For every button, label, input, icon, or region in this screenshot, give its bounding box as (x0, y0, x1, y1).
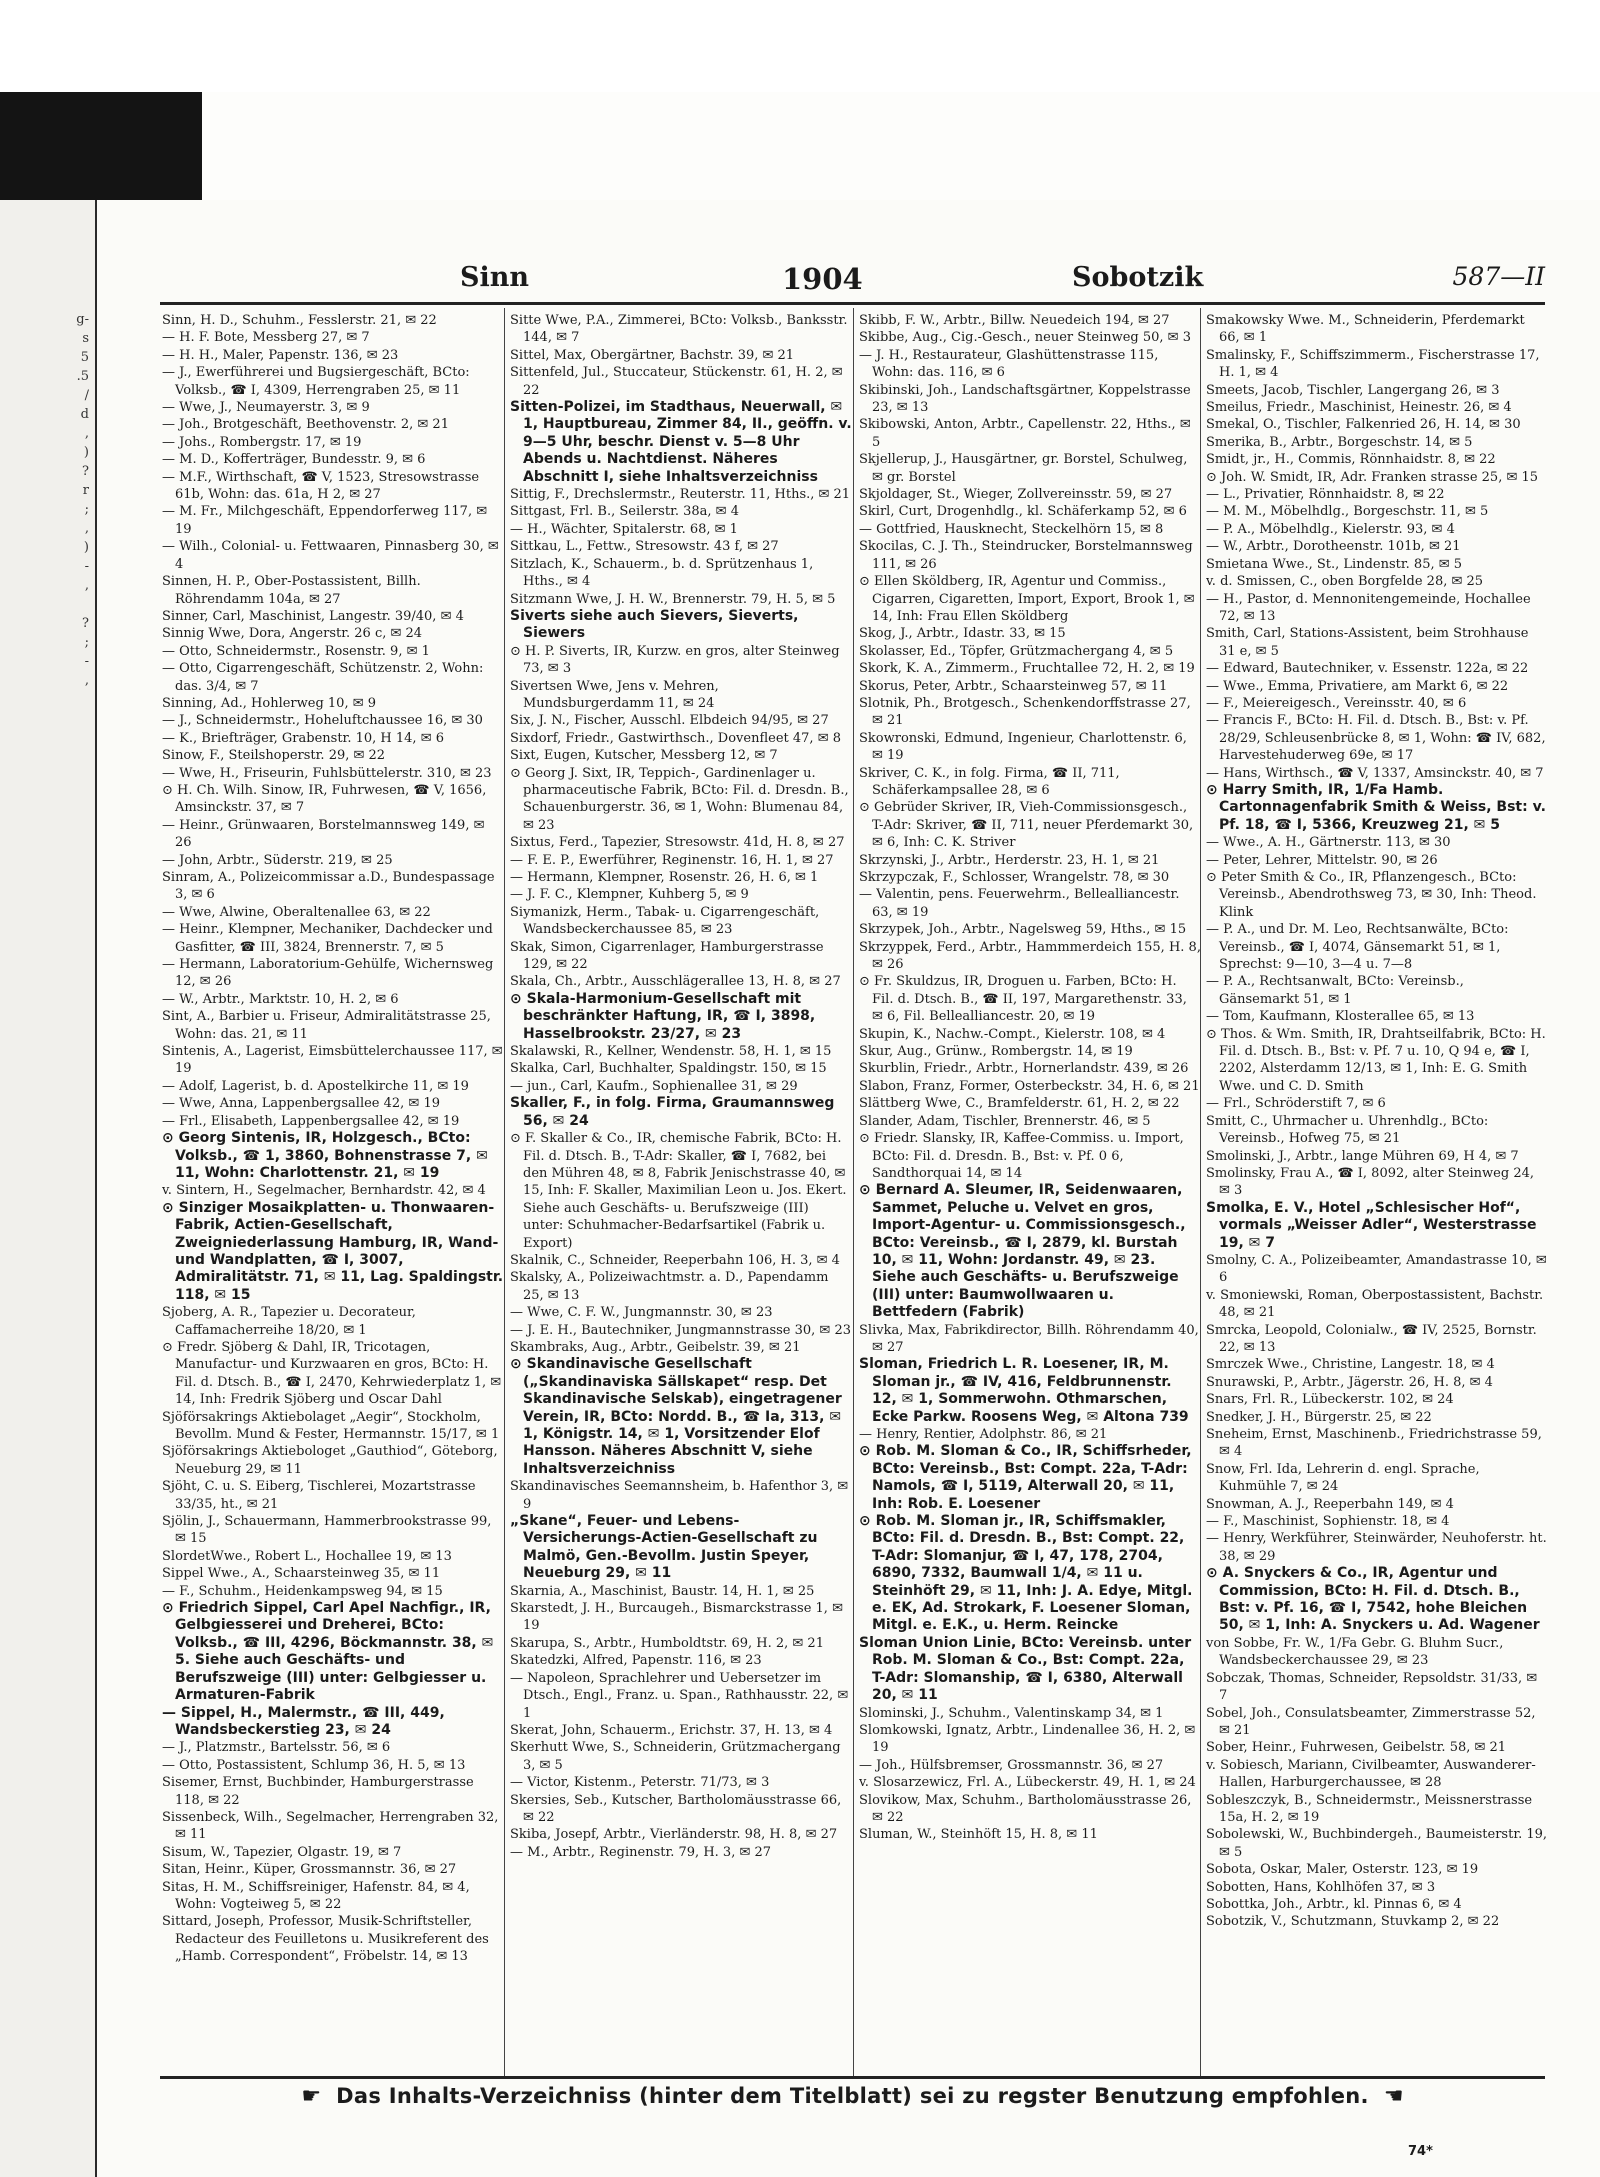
directory-entry: Smolny, C. A., Polizeibeamter, Amandastrasse 10, ✉ 6 (1206, 1252, 1547, 1286)
directory-entry: Smakowsky Wwe. M., Schneiderin, Pferdemarkt 66, ✉ 1 (1206, 313, 1525, 346)
directory-entry: Sivertsen Wwe, Jens v. Mehren, Mundsburgerdamm 11, ✉ 24 (510, 678, 719, 711)
directory-entry: — Otto, Cigarrengeschäft, Schützenstr. 2, Wohn: das. 3/4, ✉ 7 (162, 661, 484, 694)
directory-entry: Smolinsky, Frau A., ☎ I, 8092, alter Steinweg 24, ✉ 3 (1206, 1165, 1535, 1199)
page-footer (160, 2084, 1545, 2118)
directory-column-3 (859, 312, 1201, 2072)
directory-entry: Sobotzik, V., Schutzmann, Stuvkamp 2, ✉ 22 (1206, 1914, 1500, 1930)
directory-entry: Sjöförsakrings Aktiebolaget „Aegir“, Stockholm, Bevollm. Mund & Fester, Hermannstr. 15/17, ✉ 1 (162, 1409, 500, 1442)
directory-entry: ⊙ Friedr. Slansky, IR, Kaffee-Commiss. u. Import, BCto: Fil. d. Dresdn. B., Bst: v. Pf. 0 6, Sandthorquai 14, ✉ 14 (859, 1131, 1184, 1181)
directory-entry: — Henry, Rentier, Adolphstr. 86, ✉ 21 (859, 1427, 1108, 1442)
directory-entry: — J. H., Restaurateur, Glashüttenstrasse 115, Wohn: das. 116, ✉ 6 (859, 347, 1159, 381)
directory-entry: Skirl, Curt, Drogenhdlg., kl. Schäferkamp 52, ✉ 6 (859, 504, 1187, 520)
directory-entry: — Gottfried, Hausknecht, Steckelhörn 15, ✉ 8 (859, 521, 1164, 537)
directory-entry: Skolasser, Ed., Töpfer, Grützmachergang 4, ✉ 5 (859, 643, 1174, 659)
directory-entry: Skjoldager, St., Wieger, Zollvereinsstr. 59, ✉ 27 (859, 487, 1173, 503)
directory-entry: Sitten-Polizei, im Stadthaus, Neuerwall, ✉ 1, Hauptbureau, Zimmer 84, II., geöffn. v. 9—5 Uhr, beschr. Dienst v. 5—8 Uhr Abends u. Nachtdienst. Näheres Abschnitt I, siehe Inhaltsverzeichniss (510, 399, 852, 485)
directory-entry: Skjellerup, J., Hausgärtner, gr. Borstel, Schulweg, ✉ gr. Borstel (859, 452, 1188, 485)
directory-entry: — M. D., Kofferträger, Bundesstr. 9, ✉ 6 (162, 452, 426, 468)
directory-entry: — Wwe, H., Friseurin, Fuhlsbüttelerstr. 310, ✉ 23 (162, 765, 492, 781)
directory-entry: Sint, A., Barbier u. Friseur, Admiralitätstrasse 25, Wohn: das. 21, ✉ 11 (162, 1009, 491, 1042)
directory-entry: Skork, K. A., Zimmerm., Fruchtallee 72, H. 2, ✉ 19 (859, 661, 1195, 677)
directory-entry: ⊙ Gebrüder Skriver, IR, Vieh-Commissionsgesch., T-Adr: Skriver, ☎ II, 711, neuer Pferdemarkt 30, ✉ 6, Inh: C. K. Striver (859, 800, 1194, 851)
directory-entry: ⊙ H. P. Siverts, IR, Kurzw. en gros, alter Steinweg 73, ✉ 3 (510, 643, 840, 677)
directory-entry: Skarnia, A., Maschinist, Baustr. 14, H. 1, ✉ 25 (510, 1583, 815, 1599)
directory-entry: Sittard, Joseph, Professor, Musik-Schriftsteller, Redacteur des Feuilletons u. Musikreferent des „Hamb. Correspondent“, Fröbelstr. 14, ✉ 13 (162, 1914, 489, 1965)
directory-entry: Sitzmann Wwe, J. H. W., Brennerstr. 79, H. 5, ✉ 5 (510, 591, 836, 607)
directory-entry: Skowronski, Edmund, Ingenieur, Charlottenstr. 6, ✉ 19 (859, 730, 1187, 764)
directory-column-2 (510, 312, 852, 2072)
directory-entry: Sjoberg, A. R., Tapezier u. Decorateur, Caffamacherreihe 18/20, ✉ 1 (162, 1305, 416, 1338)
directory-entry: v. Sintern, H., Segelmacher, Bernhardstr. 42, ✉ 4 (162, 1183, 486, 1199)
directory-entry: Sloman, Friedrich L. R. Loesener, IR, M. Sloman jr., ☎ IV, 416, Feldbrunnenstr. 12, ✉ 1, Sommerwohn. Othmarschen, Ecke Parkw. Roosens Weg, ✉ Altona 739 (859, 1356, 1189, 1425)
directory-entry: Smeilus, Friedr., Maschinist, Heinestr. 26, ✉ 4 (1206, 400, 1512, 416)
directory-entry: Sobleszczyk, B., Schneidermstr., Meissnerstrasse 15a, H. 2, ✉ 19 (1206, 1792, 1533, 1825)
directory-entry: Sitte Wwe, P.A., Zimmerei, BCto: Volksb., Banksstr. 144, ✉ 7 (510, 313, 848, 346)
directory-entry: von Sobbe, Fr. W., 1/Fa Gebr. G. Bluhm Sucr., Wandsbeckerchaussee 29, ✉ 23 (1206, 1635, 1504, 1669)
directory-entry: — Sippel, H., Malermstr., ☎ III, 449, Wandsbeckerstieg 23, ✉ 24 (162, 1704, 445, 1738)
directory-entry: Siymanizk, Herm., Tabak- u. Cigarrengeschäft, Wandsbeckerchaussee 85, ✉ 23 (510, 904, 820, 938)
directory-entry: Smolka, E. V., Hotel „Schlesischer Hof“, vormals „Weisser Adler“, Westerstrasse 19, ✉ 7 (1206, 1199, 1537, 1251)
directory-entry: ⊙ Georg J. Sixt, IR, Teppich-, Gardinenlager u. pharmaceutische Fabrik, BCto: Fil. d. Dresdn. B., Schauenburgerstr. 36, ✉ 1, Wohn: Blumenau 84, ✉ 23 (510, 765, 849, 833)
directory-entry: v. Smoniewski, Roman, Oberpostassistent, Bachstr. 48, ✉ 21 (1206, 1287, 1544, 1321)
directory-entry: Smitt, C., Uhrmacher u. Uhrenhdlg., BCto: Vereinsb., Hofweg 75, ✉ 21 (1206, 1113, 1489, 1147)
directory-entry: — Hans, Wirthsch., ☎ V, 1337, Amsinckstr. 40, ✉ 7 (1206, 765, 1544, 781)
directory-entry: ⊙ Georg Sintenis, IR, Holzgesch., BCto: Volksb., ☎ 1, 3860, Bohnenstrasse 7, ✉ 11, Wohn: Charlottenstr. 21, ✉ 19 (162, 1130, 488, 1181)
directory-entry: Skersies, Seb., Kutscher, Bartholomäusstrasse 66, ✉ 22 (510, 1792, 842, 1825)
directory-entry: — K., Briefträger, Grabenstr. 10, H 14, ✉ 6 (162, 730, 444, 746)
directory-entry: Skandinavisches Seemannsheim, b. Hafenthor 3, ✉ 9 (510, 1479, 849, 1512)
directory-entry: Siverts siehe auch Sievers, Sieverts, Siewers (510, 607, 799, 642)
directory-entry: — Wwe., Emma, Privatiere, am Markt 6, ✉ 22 (1206, 678, 1509, 694)
directory-entry: Sittenfeld, Jul., Stuccateur, Stückenstr. 61, H. 2, ✉ 22 (510, 365, 843, 398)
directory-entry: — Frl., Schröderstift 7, ✉ 6 (1206, 1096, 1386, 1112)
directory-entry: Skrzyppek, Ferd., Arbtr., Hammmerdeich 155, H. 8, ✉ 26 (859, 939, 1201, 973)
directory-entry: — F., Maschinist, Sophienstr. 18, ✉ 4 (1206, 1514, 1450, 1530)
directory-entry: ⊙ Joh. W. Smidt, IR, Adr. Franken strasse 25, ✉ 15 (1206, 469, 1539, 485)
pointing-hand-left-icon: ☚ (1383, 2084, 1404, 2109)
directory-entry: Snars, Frl. R., Lübeckerstr. 102, ✉ 24 (1206, 1392, 1454, 1408)
directory-entry: — M.F., Wirthschaft, ☎ V, 1523, Stresowstrasse 61b, Wohn: das. 61a, H 2, ✉ 27 (162, 469, 480, 503)
directory-entry: — M., Arbtr., Reginenstr. 79, H. 3, ✉ 27 (510, 1844, 772, 1860)
directory-entry: SlordetWwe., Robert L., Hochallee 19, ✉ 13 (162, 1548, 452, 1564)
header-page-number: 587—II (1452, 262, 1545, 291)
directory-entry: Skatedzki, Alfred, Papenstr. 116, ✉ 23 (510, 1653, 762, 1669)
directory-entry: Snedker, J. H., Bürgerstr. 25, ✉ 22 (1206, 1409, 1432, 1425)
directory-entry: — Francis F., BCto: H. Fil. d. Dtsch. B., Bst: v. Pf. 28/29, Schleusenbrücke 8, ✉ 1, Wohn: ☎ IV, 682, Harvestehuderweg 69e, ✉ 17 (1206, 713, 1546, 764)
directory-entry: — Wwe, C. F. W., Jungmannstr. 30, ✉ 23 (510, 1305, 773, 1321)
directory-entry: — Johs., Rombergstr. 17, ✉ 19 (162, 434, 362, 450)
directory-entry: Slander, Adam, Tischler, Brennerstr. 46, ✉ 5 (859, 1113, 1151, 1129)
directory-entry: ⊙ Ellen Sköldberg, IR, Agentur und Commiss., Cigarren, Cigaretten, Import, Export, Brook 1, ✉ 14, Inh: Frau Ellen Sköldberg (859, 574, 1195, 624)
directory-entry: ⊙ Sinziger Mosaikplatten- u. Thonwaaren-Fabrik, Actien-Gesellschaft, Zweigniederlassung Hamburg, IR, Wand- und Wandplatten, ☎ I, 3007, Admiralitätstr. 71, ✉ 11, Lag. Spaldingstr. 118, ✉ 15 (162, 1199, 504, 1303)
directory-entry: — J., Ewerführerei und Bugsiergeschäft, BCto: Volksb., ☎ I, 4309, Herrengraben 25, ✉ 11 (162, 365, 470, 398)
directory-entry: Sobolewski, W., Buchbindergeh., Baumeisterstr. 19, ✉ 5 (1206, 1827, 1548, 1860)
directory-entry: — J., Schneidermstr., Hoheluftchaussee 16, ✉ 30 (162, 713, 483, 729)
directory-entry: Slominski, J., Schuhm., Valentinskamp 34, ✉ 1 (859, 1705, 1164, 1721)
footer-rule (160, 2076, 1545, 2079)
directory-entry: Slabon, Franz, Former, Osterbeckstr. 34, H. 6, ✉ 21 (859, 1078, 1200, 1094)
directory-entry: ⊙ A. Snyckers & Co., IR, Agentur und Commission, BCto: H. Fil. d. Dtsch. B., Bst: v. Pf. 16, ☎ I, 7542, hohe Bleichen 50, ✉ 1, Inh: A. Snyckers u. Ad. Wagener (1206, 1565, 1540, 1634)
directory-entry: Sobottka, Joh., Arbtr., kl. Pinnas 6, ✉ 4 (1206, 1896, 1462, 1912)
directory-entry: Skambraks, Aug., Arbtr., Geibelstr. 39, ✉ 21 (510, 1339, 801, 1355)
directory-entry: Slättberg Wwe, C., Bramfelderstr. 61, H. 2, ✉ 22 (859, 1096, 1180, 1112)
directory-entry: Skriver, C. K., in folg. Firma, ☎ II, 711, Schäferkampsallee 28, ✉ 6 (859, 765, 1120, 798)
directory-entry: Sinram, A., Polizeicommissar a.D., Bundespassage 3, ✉ 6 (162, 870, 495, 903)
directory-entry: ⊙ Rob. M. Sloman jr., IR, Schiffsmakler, BCto: Fil. d. Dresdn. B., Bst: Compt. 22, T-Adr: Slomanjur, ☎ I, 47, 178, 2704, 6890, 7332, Baumwall 1/4, ✉ 11 u. Steinhöft 29, ✉ 11, Inh: J. A. Edye, Mitgl. e. EK, Ad. Strokark, F. Loesener Sloman, Mitgl. e. E.K., u. Herm. Reincke (859, 1513, 1193, 1634)
directory-entry: Skarupa, S., Arbtr., Humboldtstr. 69, H. 2, ✉ 21 (510, 1635, 824, 1651)
directory-entry: — Hermann, Klempner, Rosenstr. 26, H. 6, ✉ 1 (510, 870, 819, 885)
directory-entry: Skala, Ch., Arbtr., Ausschlägerallee 13, H. 8, ✉ 27 (510, 974, 841, 990)
directory-entry: — Hermann, Laboratorium-Gehülfe, Wichernsweg 12, ✉ 26 (162, 957, 494, 990)
directory-entry: Snow, Frl. Ida, Lehrerin d. engl. Sprache, Kuhmühle 7, ✉ 24 (1206, 1461, 1480, 1495)
directory-entry: Sinow, F., Steilshoperstr. 29, ✉ 22 (162, 748, 386, 764)
directory-column-1 (162, 312, 504, 2072)
directory-entry: Skerhutt Wwe, S., Schneiderin, Grützmachergang 3, ✉ 5 (510, 1740, 841, 1773)
directory-entry: Sitas, H. M., Schiffsreiniger, Hafenstr. 84, ✉ 4, Wohn: Vogteiweg 5, ✉ 22 (162, 1879, 470, 1912)
directory-entry: Sjöht, C. u. S. Eiberg, Tischlerei, Mozartstrasse 33/35, ht., ✉ 21 (162, 1479, 476, 1512)
directory-entry: Sober, Heinr., Fuhrwesen, Geibelstr. 58, ✉ 21 (1206, 1740, 1507, 1756)
directory-entry: — Wilh., Colonial- u. Fettwaaren, Pinnasberg 30, ✉ 4 (162, 539, 499, 572)
directory-entry: — Edward, Bautechniker, v. Essenstr. 122a, ✉ 22 (1206, 661, 1529, 677)
directory-entry: Sloman Union Linie, BCto: Vereinsb. unter Rob. M. Sloman & Co., Bst: Compt. 22a, T-Adr: Slomanship, ☎ I, 6380, Alterwall 20, ✉ 11 (859, 1634, 1192, 1704)
directory-entry: — Heinr., Grünwaaren, Borstelmannsweg 149, ✉ 26 (162, 817, 485, 851)
directory-entry: Sjöförsakrings Aktiebologet „Gauthiod“, Göteborg, Neueburg 29, ✉ 11 (162, 1444, 498, 1477)
directory-entry: — F., Meiereigesch., Vereinsstr. 40, ✉ 6 (1206, 695, 1467, 711)
directory-entry: Sinn, H. D., Schuhm., Fesslerstr. 21, ✉ 22 (162, 313, 437, 328)
directory-entry: — F. E. P., Ewerführer, Reginenstr. 16, H. 1, ✉ 27 (510, 852, 834, 868)
directory-entry: — W., Arbtr., Marktstr. 10, H. 2, ✉ 6 (162, 991, 399, 1007)
directory-entry: — Wwe., A. H., Gärtnerstr. 113, ✉ 30 (1206, 835, 1451, 851)
directory-entry: — Valentin, pens. Feuerwehrm., Bellealliancestr. 63, ✉ 19 (859, 887, 1180, 920)
directory-entry: Sittig, F., Drechslermstr., Reuterstr. 11, Hths., ✉ 21 (510, 487, 851, 503)
directory-entry: Skog, J., Arbtr., Idastr. 33, ✉ 15 (859, 626, 1066, 642)
directory-entry: Sittgast, Frl. B., Seilerstr. 38a, ✉ 4 (510, 504, 739, 520)
directory-entry: Sjölin, J., Schauermann, Hammerbrookstrasse 99, ✉ 15 (162, 1514, 492, 1547)
directory-entry: Sobota, Oskar, Maler, Osterstr. 123, ✉ 19 (1206, 1862, 1479, 1878)
directory-entry: Sissenbeck, Wilh., Segelmacher, Herrengraben 32, ✉ 11 (162, 1809, 499, 1843)
directory-entry: Skorus, Peter, Arbtr., Schaarsteinweg 57, ✉ 11 (859, 678, 1168, 694)
directory-entry: v. Slosarzewicz, Frl. A., Lübeckerstr. 49, H. 1, ✉ 24 (859, 1775, 1196, 1791)
directory-entry: — Adolf, Lagerist, b. d. Apostelkirche 11, ✉ 19 (162, 1078, 469, 1094)
directory-entry: Smeets, Jacob, Tischler, Langergang 26, ✉ 3 (1206, 382, 1500, 398)
directory-entry: Skrzynski, J., Arbtr., Herderstr. 23, H. 1, ✉ 21 (859, 852, 1160, 868)
directory-entry: Slovikow, Max, Schuhm., Bartholomäusstrasse 26, ✉ 22 (859, 1792, 1192, 1825)
directory-entry: ⊙ Peter Smith & Co., IR, Pflanzengesch., BCto: Vereinsb., Abendrothsweg 73, ✉ 30, Inh: Theod. Klink (1206, 870, 1537, 920)
directory-entry: Six, J. N., Fischer, Ausschl. Elbdeich 94/95, ✉ 27 (510, 713, 829, 729)
directory-entry: ⊙ Harry Smith, IR, 1/Fa Hamb. Cartonnagenfabrik Smith & Weiss, Bst: v. Pf. 18, ☎ I, 5366, Kreuzweg 21, ✉ 5 (1206, 781, 1546, 833)
directory-entry: „Skane“, Feuer- und Lebens-Versicherungs-Actien-Gesellschaft zu Malmö, Gen.-Bevollm. Justin Speyer, Neueburg 29, ✉ 11 (510, 1513, 818, 1582)
directory-entry: Snowman, A. J., Reeperbahn 149, ✉ 4 (1206, 1496, 1454, 1512)
directory-entry: Skrzypczak, F., Schlosser, Wrangelstr. 78, ✉ 30 (859, 870, 1170, 885)
directory-entry: — J. F. C., Klempner, Kuhberg 5, ✉ 9 (510, 887, 749, 903)
directory-entry: Sixdorf, Friedr., Gastwirthsch., Dovenfleet 47, ✉ 8 (510, 730, 841, 746)
column-divider (504, 308, 505, 2076)
signature-mark: 74* (1408, 2144, 1433, 2159)
directory-entry: ⊙ Fr. Skuldzus, IR, Droguen u. Farben, BCto: H. Fil. d. Dtsch. B., ☎ II, 197, Margarethenstr. 33, ✉ 6, Fil. Bellealliancestr. 20, ✉ 19 (859, 974, 1187, 1025)
header-year: 1904 (782, 262, 863, 296)
directory-entry: Skalnik, C., Schneider, Reeperbahn 106, H. 3, ✉ 4 (510, 1252, 840, 1268)
directory-entry: Sobel, Joh., Consulatsbeamter, Zimmerstrasse 52, ✉ 21 (1206, 1705, 1536, 1738)
directory-entry: — jun., Carl, Kaufm., Sophienallee 31, ✉ 29 (510, 1078, 798, 1094)
directory-entry: ⊙ F. Skaller & Co., IR, chemische Fabrik, BCto: H. Fil. d. Dtsch. B., T-Adr: Skaller, ☎ I, 7682, bei den Mühren 48, ✉ 8, Fabrik Jenischstrasse 40, ✉ 15, Inh: F. Skaller, Maximilian Leon u. Jos. Ekert. Siehe auch Geschäfts- u. Berufszweige (III) unter: Schuhmacher-Bedarfsartikel (Fabrik u. Export) (510, 1131, 847, 1251)
directory-entry: Skrzypek, Joh., Arbtr., Nagelsweg 59, Hths., ✉ 15 (859, 922, 1187, 938)
directory-entry: — Joh., Hülfsbremser, Grossmannstr. 36, ✉ 27 (859, 1757, 1164, 1773)
header-rule (160, 302, 1545, 305)
header-last-name: Sobotzik (1072, 262, 1204, 293)
directory-entry: Skibowski, Anton, Arbtr., Capellenstr. 22, Hths., ✉ 5 (859, 417, 1191, 450)
directory-entry: Skocilas, C. J. Th., Steindrucker, Borstelmannsweg 111, ✉ 26 (859, 539, 1193, 572)
directory-entry: — Tom, Kaufmann, Klosterallee 65, ✉ 13 (1206, 1009, 1475, 1025)
directory-entry: Smekal, O., Tischler, Falkenried 26, H. 14, ✉ 30 (1206, 417, 1521, 433)
directory-entry: Slotnik, Ph., Brotgesch., Schenkendorffstrasse 27, ✉ 21 (859, 695, 1191, 729)
directory-entry: Sittel, Max, Obergärtner, Bachstr. 39, ✉ 21 (510, 347, 795, 363)
directory-entry: Sinnen, H. P., Ober-Postassistent, Billh. Röhrendamm 104a, ✉ 27 (162, 574, 421, 607)
directory-entry: Sitzlach, K., Schauerm., b. d. Sprützenhaus 1, Hths., ✉ 4 (510, 556, 814, 590)
directory-entry: Smietana Wwe., St., Lindenstr. 85, ✉ 5 (1206, 556, 1463, 572)
directory-entry: — Joh., Brotgeschäft, Beethovenstr. 2, ✉ 21 (162, 417, 449, 433)
directory-entry: — Henry, Werkführer, Steinwärder, Neuhoferstr. ht. 38, ✉ 29 (1206, 1531, 1547, 1564)
directory-entry: Sixtus, Ferd., Tapezier, Stresowstr. 41d, H. 8, ✉ 27 (510, 835, 845, 851)
directory-entry: — M. Fr., Milchgeschäft, Eppendorferweg 117, ✉ 19 (162, 504, 488, 537)
directory-entry: ⊙ Rob. M. Sloman & Co., IR, Schiffsrheder, BCto: Vereinsb., Bst: Compt. 22a, T-Adr: Namols, ☎ I, 5119, Alterwall 20, ✉ 11, Inh: Rob. E. Loesener (859, 1443, 1192, 1512)
directory-entry: Smidt, jr., H., Commis, Rönnhaidstr. 8, ✉ 22 (1206, 452, 1496, 468)
directory-entry: — Otto, Postassistent, Schlump 36, H. 5, ✉ 13 (162, 1757, 466, 1773)
directory-entry: Sinnig Wwe, Dora, Angerstr. 26 c, ✉ 24 (162, 626, 423, 642)
directory-entry: — John, Arbtr., Süderstr. 219, ✉ 25 (162, 852, 393, 868)
directory-entry: — H., Pastor, d. Mennonitengemeinde, Hochallee 72, ✉ 13 (1206, 591, 1531, 624)
directory-entry: ⊙ Thos. & Wm. Smith, IR, Drahtseilfabrik, BCto: H. Fil. d. Dtsch. B., Bst: v. Pf. 7 u. 10, Q 94 e, ☎ I, 2202, Alsterdamm 12/13, ✉ 1, Inh: E. G. Smith Wwe. und C. D. Smith (1206, 1026, 1546, 1094)
pointing-hand-icon: ☛ (301, 2084, 322, 2109)
directory-entry: Skur, Aug., Grünw., Rombergstr. 14, ✉ 19 (859, 1044, 1133, 1060)
directory-entry: — Otto, Schneidermstr., Rosenstr. 9, ✉ 1 (162, 643, 430, 659)
directory-entry: v. Sobiesch, Mariann, Civilbeamter, Auswanderer-Hallen, Harburgerchaussee, ✉ 28 (1206, 1757, 1536, 1791)
directory-entry: — J. E. H., Bautechniker, Jungmannstrasse 30, ✉ 23 (510, 1322, 851, 1338)
directory-entry: Skupin, K., Nachw.-Compt., Kielerstr. 108, ✉ 4 (859, 1026, 1166, 1042)
directory-entry: — J., Platzmstr., Bartelsstr. 56, ✉ 6 (162, 1740, 391, 1756)
directory-entry: — Victor, Kistenm., Peterstr. 71/73, ✉ 3 (510, 1775, 770, 1791)
directory-entry: ⊙ Friedrich Sippel, Carl Apel Nachfigr., IR, Gelbgiesserei und Dreherei, BCto: Volksb., ☎ III, 4296, Böckmannstr. 38, ✉ 5. Siehe auch Geschäfts- und Berufszweige (III) unter: Gelbgiesser u. Armaturen-Fabrik (162, 1600, 494, 1704)
directory-entry: Sitan, Heinr., Küper, Grossmannstr. 36, ✉ 27 (162, 1862, 457, 1878)
directory-entry: Sixt, Eugen, Kutscher, Messberg 12, ✉ 7 (510, 748, 778, 764)
header-first-name: Sinn (460, 262, 530, 293)
directory-entry: Skibinski, Joh., Landschaftsgärtner, Koppelstrasse 23, ✉ 13 (859, 382, 1191, 416)
directory-entry: Sluman, W., Steinhöft 15, H. 8, ✉ 11 (859, 1827, 1098, 1843)
directory-entry: — H. H., Maler, Papenstr. 136, ✉ 23 (162, 347, 399, 363)
directory-entry: Sneheim, Ernst, Maschinenb., Friedrichstrasse 59, ✉ 4 (1206, 1427, 1542, 1460)
directory-entry: Skalsky, A., Polizeiwachtmstr. a. D., Papendamm 25, ✉ 13 (510, 1270, 829, 1303)
directory-entry: Skibbe, Aug., Cig.-Gesch., neuer Steinweg 50, ✉ 3 (859, 330, 1191, 346)
directory-entry: Snurawski, P., Arbtr., Jägerstr. 26, H. 8, ✉ 4 (1206, 1374, 1493, 1390)
directory-entry: Sinner, Carl, Maschinist, Langestr. 39/40, ✉ 4 (162, 608, 464, 624)
previous-page-edge (0, 200, 97, 2177)
directory-entry: — M. M., Möbelhdlg., Borgeschstr. 11, ✉ 5 (1206, 504, 1489, 520)
directory-entry: — P. A., Möbelhdlg., Kielerstr. 93, ✉ 4 (1206, 521, 1455, 537)
directory-entry: Sittkau, L., Fettw., Stresowstr. 43 f, ✉ 27 (510, 539, 779, 555)
directory-entry: Skiba, Josepf, Arbtr., Vierländerstr. 98, H. 8, ✉ 27 (510, 1827, 838, 1843)
directory-entry: — Peter, Lehrer, Mittelstr. 90, ✉ 26 (1206, 852, 1438, 868)
page-header (160, 262, 1545, 304)
directory-entry: Slivka, Max, Fabrikdirector, Billh. Röhrendamm 40, ✉ 27 (859, 1322, 1199, 1355)
directory-entry: — L., Privatier, Rönnhaidstr. 8, ✉ 22 (1206, 487, 1445, 503)
binding-tab (0, 92, 202, 200)
directory-column-4 (1206, 312, 1548, 2072)
directory-entry: Skak, Simon, Cigarrenlager, Hamburgerstrasse 129, ✉ 22 (510, 939, 824, 973)
directory-entry: Sinning, Ad., Hohlerweg 10, ✉ 9 (162, 695, 377, 711)
directory-entry: Skurblin, Friedr., Arbtr., Hornerlandstr. 439, ✉ 26 (859, 1061, 1189, 1077)
column-divider (853, 308, 854, 2076)
directory-entry: ⊙ H. Ch. Wilh. Sinow, IR, Fuhrwesen, ☎ V, 1656, Amsinckstr. 37, ✉ 7 (162, 782, 487, 816)
directory-entry: — Wwe, Alwine, Oberaltenallee 63, ✉ 22 (162, 904, 431, 920)
directory-entry: Skibb, F. W., Arbtr., Billw. Neuedeich 194, ✉ 27 (859, 313, 1170, 328)
directory-entry: Slomkowski, Ignatz, Arbtr., Lindenallee 36, H. 2, ✉ 19 (859, 1722, 1196, 1756)
directory-entry: Sintenis, A., Lagerist, Eimsbüttelerchaussee 117, ✉ 19 (162, 1044, 503, 1077)
directory-entry: Smolinski, J., Arbtr., lange Mühren 69, H 4, ✉ 7 (1206, 1148, 1519, 1164)
directory-entry: Sobotten, Hans, Kohlhöfen 37, ✉ 3 (1206, 1879, 1436, 1895)
directory-entry: ⊙ Bernard A. Sleumer, IR, Seidenwaaren, Sammet, Peluche u. Velvet en gros, Import-Agentur- u. Commissionsgesch., BCto: Vereinsb., ☎ I, 2879, kl. Burstah 10, ✉ 11, Wohn: Jordanstr. 49, ✉ 23. Siehe auch Geschäfts- u. Berufszweige (III) unter: Baumwollwaaren u. Bettfedern (Fabrik) (859, 1182, 1186, 1321)
directory-entry: — Napoleon, Sprachlehrer und Uebersetzer im Dtsch., Engl., Franz. u. Span., Rathhausstr. 22, ✉ 1 (510, 1670, 849, 1721)
directory-entry: Smrcka, Leopold, Colonialw., ☎ IV, 2525, Bornstr. 22, ✉ 13 (1206, 1322, 1537, 1355)
directory-entry: Sisemer, Ernst, Buchbinder, Hamburgerstrasse 118, ✉ 22 (162, 1775, 474, 1808)
directory-entry: — P. A., Rechtsanwalt, BCto: Vereinsb., Gänsemarkt 51, ✉ 1 (1206, 974, 1464, 1007)
directory-entry: ⊙ Fredr. Sjöberg & Dahl, IR, Tricotagen, Manufactur- und Kurzwaaren en gros, BCto: H. Fil. d. Dtsch. B., ☎ I, 2470, Kehrwiederplatz 1, ✉ 14, Inh: Fredrik Sjöberg und Oscar Dahl (162, 1339, 502, 1408)
directory-entry: Smalinsky, F., Schiffszimmerm., Fischerstrasse 17, H. 1, ✉ 4 (1206, 347, 1540, 381)
directory-entry: ⊙ Skandinavische Gesellschaft („Skandinaviska Sällskapet“ resp. Det Skandinavische Selskab), eingetragener Verein, IR, BCto: Nordd. B., ☎ Ia, 313, ✉ 1, Königstr. 14, ✉ 1, Vorsitzender Elof Hansson. Näheres Abschnitt V, siehe Inhaltsverzeichniss (510, 1356, 842, 1477)
directory-entry: Skarstedt, J. H., Burcaugeh., Bismarckstrasse 1, ✉ 19 (510, 1601, 843, 1634)
directory-entry: Sisum, W., Tapezier, Olgastr. 19, ✉ 7 (162, 1844, 402, 1860)
footer-notice: Das Inhalts-Verzeichniss (hinter dem Titelblatt) sei zu regster Benutzung empfohlen. (336, 2084, 1369, 2108)
directory-entry: Skerat, John, Schauerm., Erichstr. 37, H. 13, ✉ 4 (510, 1722, 833, 1738)
directory-entry: — Heinr., Klempner, Mechaniker, Dachdecker und Gasfitter, ☎ III, 3824, Brennerstr. 7, ✉ 5 (162, 922, 493, 955)
directory-entry: Skalka, Carl, Buchhalter, Spaldingstr. 150, ✉ 15 (510, 1061, 827, 1077)
directory-entry: — F., Schuhm., Heidenkampsweg 94, ✉ 15 (162, 1583, 443, 1599)
directory-entry: Skalawski, R., Kellner, Wendenstr. 58, H. 1, ✉ 15 (510, 1044, 832, 1060)
directory-entry: — Frl., Elisabeth, Lappenbergsallee 42, ✉ 19 (162, 1113, 460, 1129)
directory-entry: Sippel Wwe., A., Schaarsteinweg 35, ✉ 11 (162, 1566, 441, 1582)
directory-entry: Skaller, F., in folg. Firma, Graumannsweg 56, ✉ 24 (510, 1095, 835, 1129)
previous-page-glyphs: g- s 5 .5 / d , ) ? r ; , ) - , ? ; - , (76, 312, 89, 688)
directory-entry: — H., Wächter, Spitalerstr. 68, ✉ 1 (510, 521, 738, 537)
directory-entry: ⊙ Skala-Harmonium-Gesellschaft mit beschränkter Haftung, IR, ☎ I, 3898, Hasselbrookstr. 23/27, ✉ 23 (510, 990, 816, 1042)
directory-entry: — P. A., und Dr. M. Leo, Rechtsanwälte, BCto: Vereinsb., ☎ I, 4074, Gänsemarkt 51, ✉ 1, Sprechst: 9—10, 3—4 u. 7—8 (1206, 922, 1509, 973)
directory-entry: Smith, Carl, Stations-Assistent, beim Strohhause 31 e, ✉ 5 (1206, 626, 1529, 659)
directory-entry: v. d. Smissen, C., oben Borgfelde 28, ✉ 25 (1206, 574, 1484, 590)
directory-entry: Smrczek Wwe., Christine, Langestr. 18, ✉ 4 (1206, 1357, 1495, 1373)
directory-entry: — Wwe, J., Neumayerstr. 3, ✉ 9 (162, 400, 370, 416)
directory-entry: — Wwe, Anna, Lappenbergsallee 42, ✉ 19 (162, 1096, 441, 1112)
directory-entry: Sobczak, Thomas, Schneider, Repsoldstr. 31/33, ✉ 7 (1206, 1670, 1538, 1704)
directory-entry: — H. F. Bote, Messberg 27, ✉ 7 (162, 330, 370, 346)
directory-entry: — W., Arbtr., Dorotheenstr. 101b, ✉ 21 (1206, 539, 1461, 555)
directory-entry: Smerika, B., Arbtr., Borgeschstr. 14, ✉ 5 (1206, 434, 1473, 450)
